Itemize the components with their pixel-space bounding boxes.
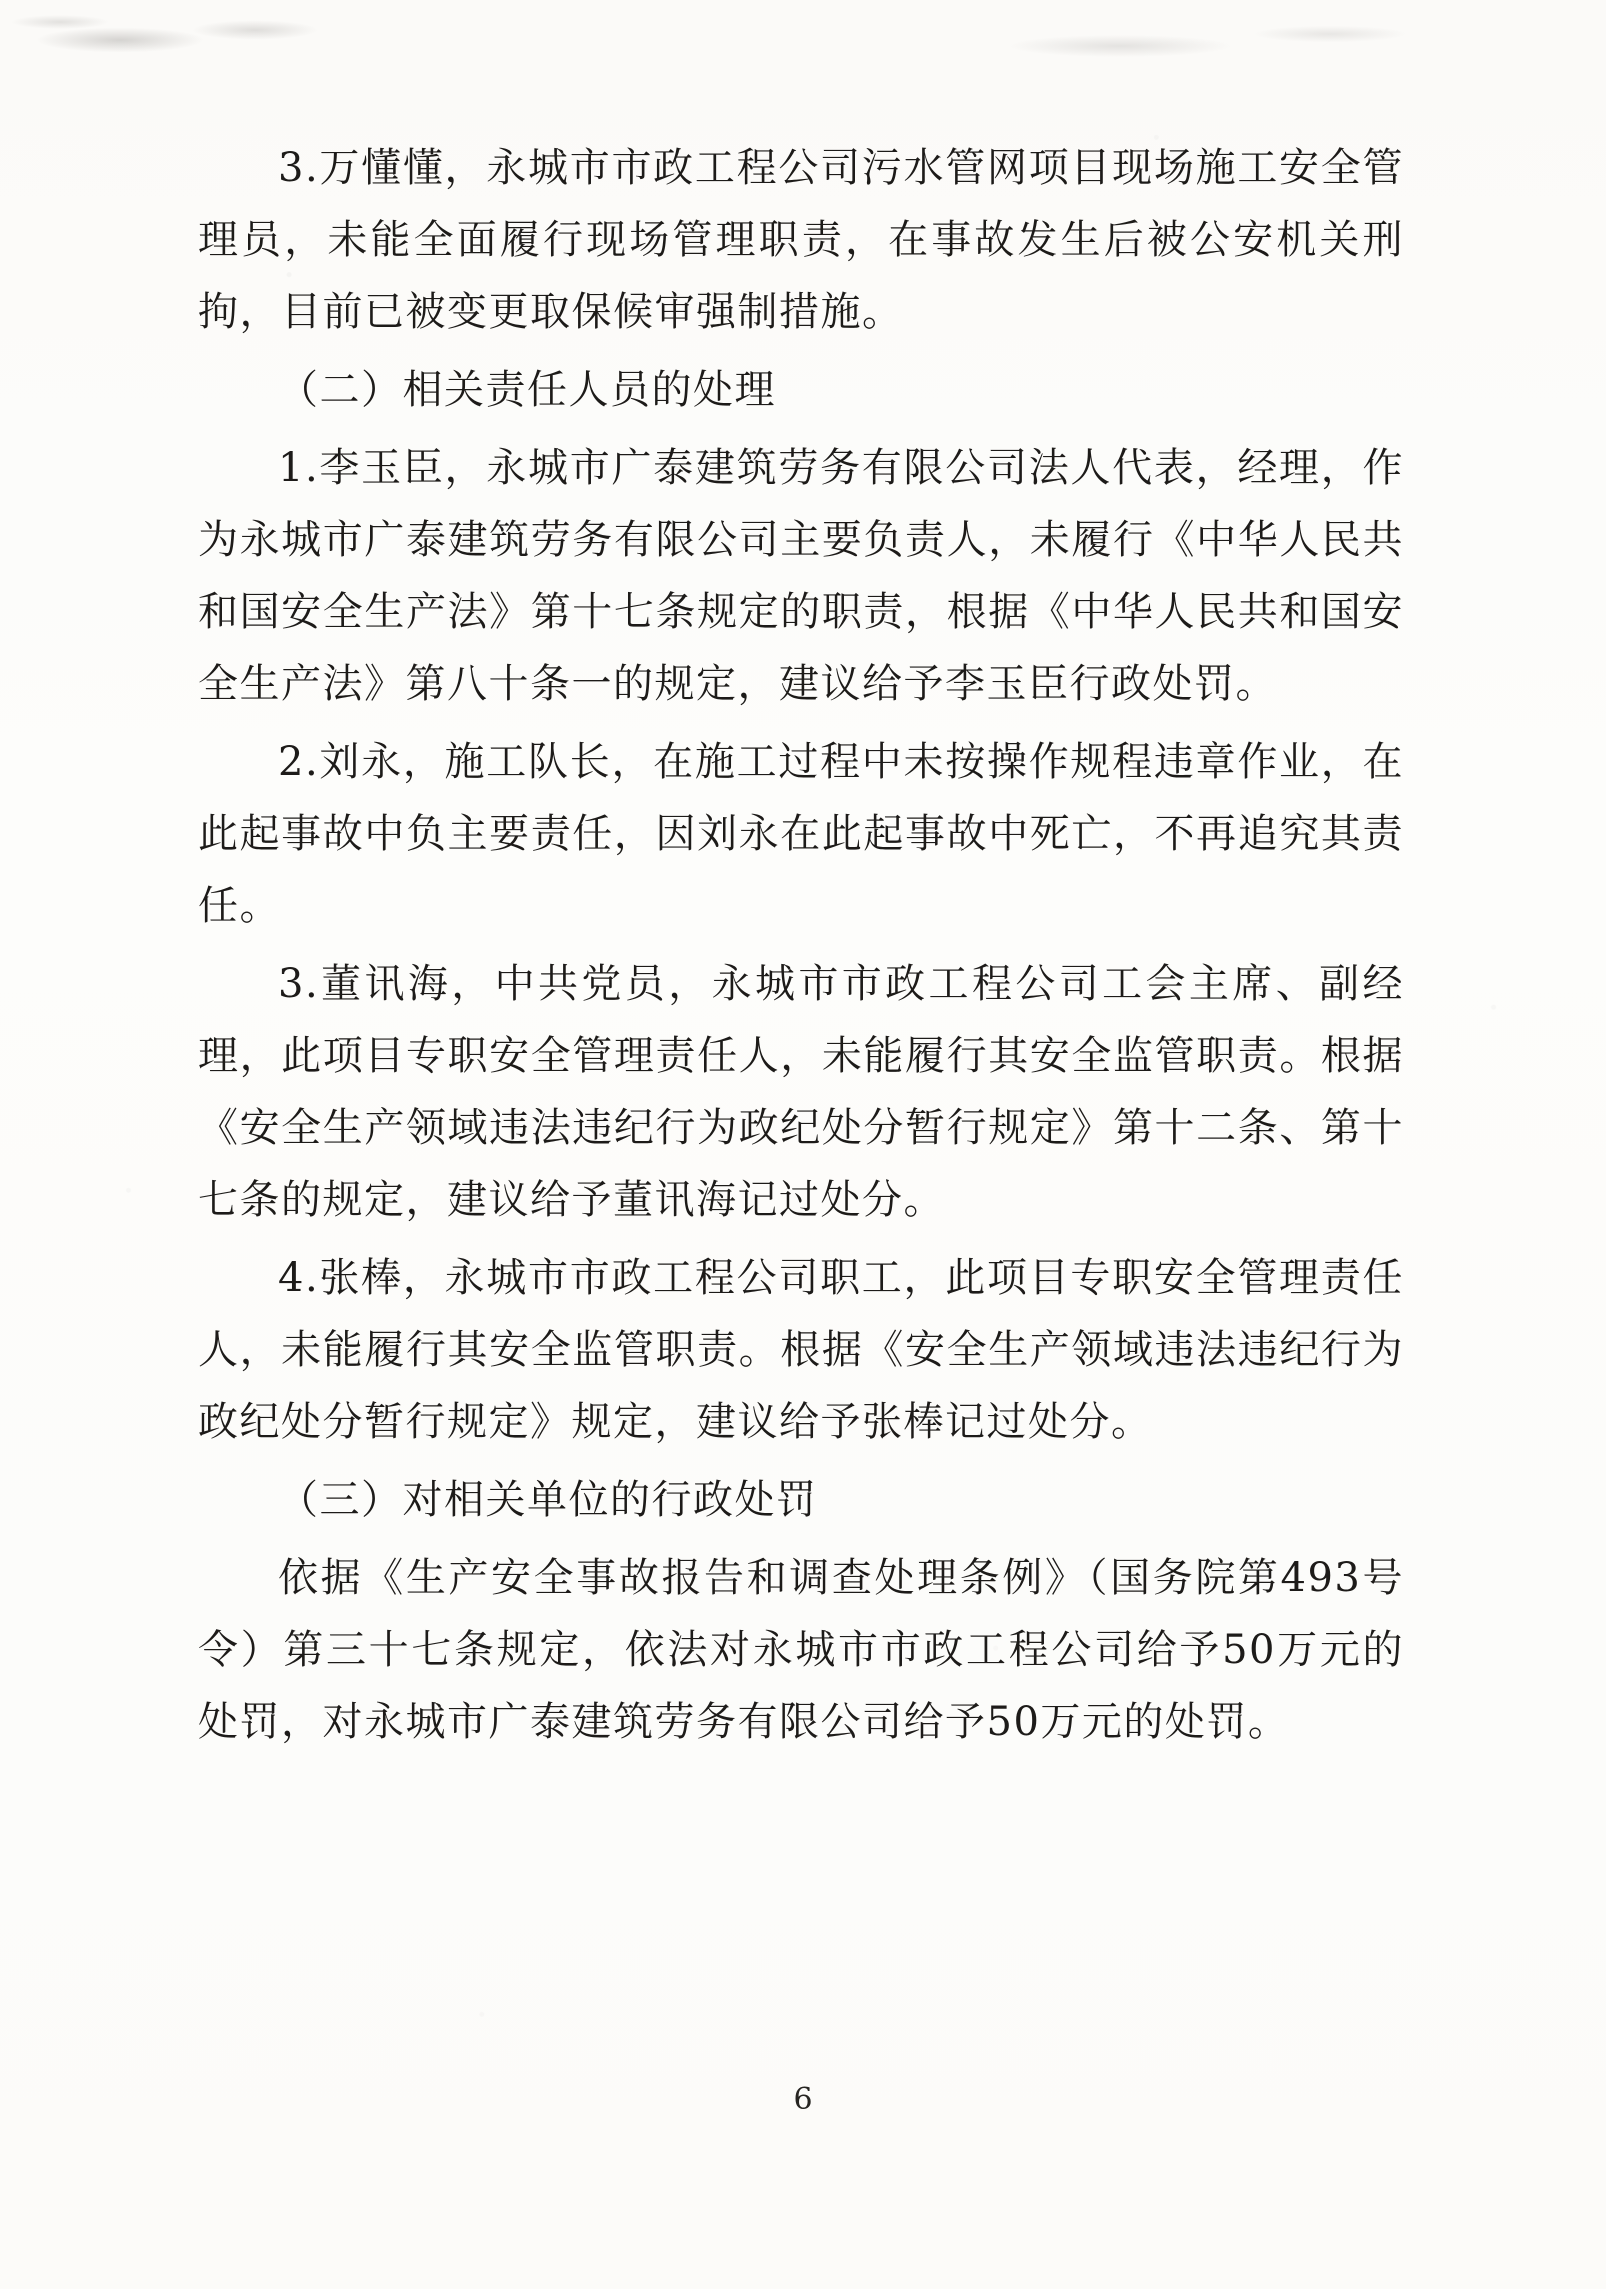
- paragraph-wan-dongdong: 3.万懂懂，永城市市政工程公司污水管网项目现场施工安全管理员，未能全面履行现场管理职责，在事故发生后被公安机关刑拘，目前已被变更取保候审强制措施。: [198, 145, 1404, 335]
- page-number: 6: [793, 2082, 813, 2117]
- paragraph-administrative-penalty: 依据《生产安全事故报告和调查处理条例》（国务院第493号令）第三十七条规定，依法对永城市市政工程公司给予50万元的处罚，对永城市广泰建筑劳务有限公司给予50万元的处罚。: [198, 1555, 1404, 1745]
- document-body: [198, 132, 1404, 1764]
- heading-section-three: （三）对相关单位的行政处罚: [278, 1477, 818, 1523]
- paragraph-li-yuchen: 1.李玉臣，永城市广泰建筑劳务有限公司法人代表，经理，作为永城市广泰建筑劳务有限公司主要负责人，未履行《中华人民共和国安全生产法》第十七条规定的职责，根据《中华人民共和国安全生产法》第八十条一的规定，建议给予李玉臣行政处罚。: [198, 445, 1404, 707]
- paragraph-dong-xunhai: 3.董讯海，中共党员，永城市市政工程公司工会主席、副经理，此项目专职安全管理责任人，未能履行其安全监管职责。根据《安全生产领域违法违纪行为政纪处分暂行规定》第十二条、第十七条的规定，建议给予董讯海记过处分。: [198, 961, 1404, 1223]
- scan-smudge-artifact: [0, 0, 1606, 86]
- paragraph-liu-yong: 2.刘永，施工队长，在施工过程中未按操作规程违章作业，在此起事故中负主要责任，因刘永在此起事故中死亡，不再追究其责任。: [198, 739, 1404, 929]
- paragraph-zhang-bang: 4.张棒，永城市市政工程公司职工，此项目专职安全管理责任人，未能履行其安全监管职责。根据《安全生产领域违法违纪行为政纪处分暂行规定》规定，建议给予张棒记过处分。: [198, 1255, 1404, 1445]
- heading-section-two: （二）相关责任人员的处理: [278, 367, 776, 413]
